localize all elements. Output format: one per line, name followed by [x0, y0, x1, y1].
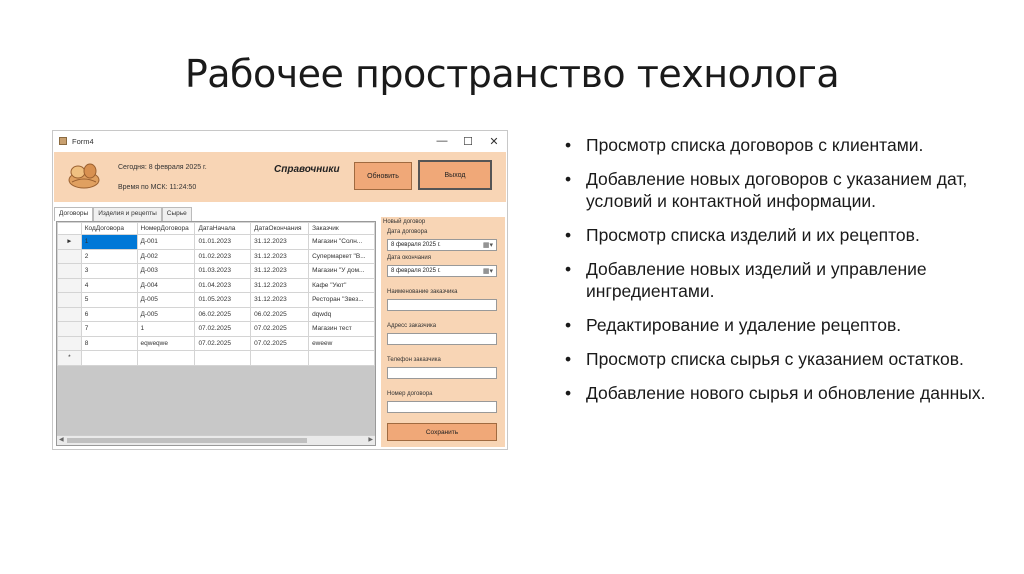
group-title: Новый договор — [383, 219, 426, 225]
today-date-label: Сегодня: 8 февраля 2025 г. — [118, 164, 207, 171]
table-cell[interactable]: 07.02.2025 — [195, 336, 251, 351]
maximize-button[interactable]: ☐ — [463, 135, 473, 148]
date-end-label: Дата окончания — [387, 255, 432, 261]
table-cell[interactable]: 01.03.2023 — [195, 264, 251, 279]
table-row[interactable] — [58, 235, 375, 250]
table-cell[interactable]: Д-005 — [137, 293, 195, 308]
column-header[interactable]: Заказчик — [309, 223, 375, 235]
calendar-dropdown-icon[interactable]: ▦▾ — [482, 268, 493, 275]
list-item: • Редактирование и удаление рецептов. — [565, 315, 902, 335]
scroll-left-icon[interactable]: ◀ — [59, 437, 64, 443]
row-header[interactable] — [58, 264, 82, 279]
column-header[interactable]: ДатаОкончания — [251, 223, 309, 235]
bullet-icon: • — [565, 349, 572, 369]
table-cell[interactable] — [195, 351, 251, 366]
table-cell[interactable]: Магазин "У дом... — [309, 264, 375, 279]
row-header[interactable] — [58, 322, 82, 337]
table-cell[interactable]: 4 — [81, 278, 137, 293]
scroll-thumb[interactable] — [67, 438, 307, 443]
table-cell[interactable]: Д-003 — [137, 264, 195, 279]
table-row[interactable] — [58, 336, 375, 351]
window-title: Form4 — [72, 136, 94, 146]
table-cell[interactable]: Д-004 — [137, 278, 195, 293]
bullet-icon: • — [565, 225, 572, 245]
list-item: • Добавление новых договоров с указанием дат, условий и контактной информации. — [565, 169, 968, 211]
contracts-grid[interactable] — [56, 221, 376, 446]
table-cell[interactable]: 5 — [81, 293, 137, 308]
list-item: • Просмотр списка изделий и их рецептов. — [565, 225, 920, 245]
list-item: • Просмотр списка договоров с клиентами. — [565, 135, 924, 155]
table-cell[interactable]: 2 — [81, 249, 137, 264]
column-header[interactable]: ДатаНачала — [195, 223, 251, 235]
tab-contracts[interactable]: Договоры — [54, 207, 93, 221]
exit-button[interactable]: Выход — [418, 160, 492, 190]
table-cell[interactable]: 7 — [81, 322, 137, 337]
table-cell[interactable]: Д-005 — [137, 307, 195, 322]
new-row[interactable] — [58, 351, 375, 366]
table-cell[interactable]: 07.02.2025 — [251, 322, 309, 337]
customer-name-input[interactable] — [387, 299, 497, 311]
table-cell[interactable]: 31.12.2023 — [251, 264, 309, 279]
bullet-icon: • — [565, 169, 572, 189]
app-window — [52, 130, 508, 450]
row-header[interactable]: * — [58, 351, 82, 366]
tab-raw-materials[interactable]: Сырье — [162, 207, 192, 221]
table-cell[interactable]: Магазин "Солн... — [309, 235, 375, 250]
table-cell[interactable]: 01.04.2023 — [195, 278, 251, 293]
table-cell[interactable]: 31.12.2023 — [251, 249, 309, 264]
horizontal-scrollbar[interactable] — [57, 435, 375, 445]
grid-corner — [58, 223, 82, 235]
tab-strip — [54, 207, 192, 221]
refresh-button[interactable]: Обновить — [354, 162, 412, 190]
table-cell[interactable] — [309, 351, 375, 366]
minimize-button[interactable]: — — [436, 135, 448, 147]
table-cell[interactable]: 3 — [81, 264, 137, 279]
date-start-value: 8 февраля 2025 г. — [391, 242, 441, 248]
table-row[interactable] — [58, 293, 375, 308]
table-cell[interactable]: 31.12.2023 — [251, 293, 309, 308]
table-cell[interactable] — [137, 351, 195, 366]
table-cell[interactable]: Магазин тест — [309, 322, 375, 337]
table-cell[interactable]: 31.12.2023 — [251, 235, 309, 250]
table-row[interactable] — [58, 249, 375, 264]
row-header[interactable] — [58, 278, 82, 293]
bullet-icon: • — [565, 383, 572, 403]
bakery-logo-icon — [66, 160, 102, 192]
scroll-right-icon[interactable]: ▶ — [368, 437, 373, 443]
tab-products-recipes[interactable]: Изделия и рецепты — [93, 207, 162, 221]
list-item: • Добавление новых изделий и управление ингредиентами. — [565, 259, 927, 301]
date-start-picker[interactable] — [387, 239, 497, 251]
app-icon — [59, 137, 67, 145]
column-header[interactable]: КодДоговора — [81, 223, 137, 235]
window-titlebar — [53, 131, 507, 151]
table-row[interactable] — [58, 322, 375, 337]
table-cell[interactable]: Супермаркет "В... — [309, 249, 375, 264]
table-cell[interactable] — [81, 351, 137, 366]
contract-number-label: Номер договора — [387, 391, 433, 397]
table-cell[interactable]: Д-001 — [137, 235, 195, 250]
date-end-value: 8 февраля 2025 г. — [391, 268, 441, 274]
row-header[interactable] — [58, 293, 82, 308]
list-item: • Просмотр списка сырья с указанием остатков. — [565, 349, 964, 369]
customer-address-input[interactable] — [387, 333, 497, 345]
table-cell[interactable]: 06.02.2025 — [251, 307, 309, 322]
row-header[interactable]: ► — [58, 235, 82, 250]
table-cell[interactable]: Ресторан "Звез... — [309, 293, 375, 308]
bullet-icon: • — [565, 315, 572, 335]
table-row[interactable] — [58, 264, 375, 279]
table-cell[interactable] — [251, 351, 309, 366]
moscow-time-label: Время по МСК: 11:24:50 — [118, 184, 197, 191]
close-button[interactable]: ✕ — [489, 135, 499, 148]
date-start-label: Дата договора — [387, 229, 428, 235]
table-cell[interactable]: Д-002 — [137, 249, 195, 264]
table-cell[interactable]: 01.02.2023 — [195, 249, 251, 264]
references-heading: Справочники — [274, 164, 340, 175]
table-row[interactable] — [58, 307, 375, 322]
date-end-picker[interactable] — [387, 265, 497, 277]
customer-phone-label: Телефон заказчика — [387, 357, 441, 363]
column-header[interactable]: НомерДоговора — [137, 223, 195, 235]
table-cell[interactable]: ewеew — [309, 336, 375, 351]
table-cell[interactable]: 31.12.2023 — [251, 278, 309, 293]
bullet-icon: • — [565, 259, 572, 279]
row-header[interactable] — [58, 336, 82, 351]
table-cell[interactable]: 1 — [137, 322, 195, 337]
calendar-dropdown-icon[interactable]: ▦▾ — [482, 242, 493, 249]
table-cell[interactable]: eqwеqwe — [137, 336, 195, 351]
table-cell[interactable]: 06.02.2025 — [195, 307, 251, 322]
table-cell[interactable]: 01.01.2023 — [195, 235, 251, 250]
bullet-icon: • — [565, 135, 572, 155]
table-cell[interactable]: 07.02.2025 — [195, 322, 251, 337]
new-contract-panel — [381, 217, 505, 447]
contract-number-input[interactable] — [387, 401, 497, 413]
table-cell[interactable]: 8 — [81, 336, 137, 351]
customer-phone-input[interactable] — [387, 367, 497, 379]
table-cell[interactable]: Кафе "Уют" — [309, 278, 375, 293]
table-cell[interactable]: 1 — [81, 235, 137, 250]
save-button[interactable]: Сохранить — [387, 423, 497, 441]
table-row[interactable] — [58, 278, 375, 293]
row-header[interactable] — [58, 307, 82, 322]
table-cell[interactable]: 07.02.2025 — [251, 336, 309, 351]
table-cell[interactable]: 6 — [81, 307, 137, 322]
feature-list — [562, 134, 1002, 416]
table-cell[interactable]: 01.05.2023 — [195, 293, 251, 308]
slide-title: Рабочее пространство технолога — [184, 52, 840, 96]
header-panel — [54, 152, 506, 202]
row-header[interactable] — [58, 249, 82, 264]
customer-name-label: Наименование заказчика — [387, 289, 458, 295]
customer-address-label: Адресс заказчика — [387, 323, 437, 329]
list-item: • Добавление нового сырья и обновление данных. — [565, 383, 986, 403]
table-cell[interactable]: dqwdq — [309, 307, 375, 322]
